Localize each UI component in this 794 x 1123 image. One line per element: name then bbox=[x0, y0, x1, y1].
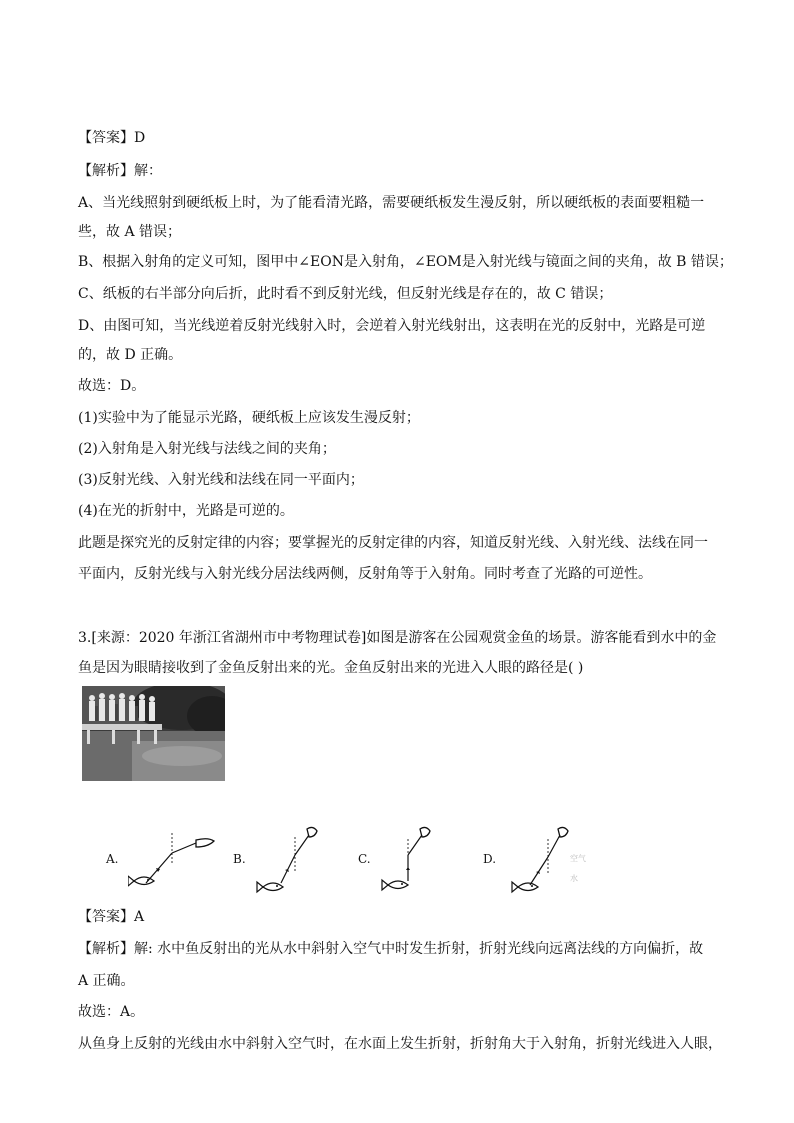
option-c-label: C. bbox=[358, 852, 371, 866]
point-line: (4)在光的折射中，光路是可逆的。 bbox=[78, 503, 294, 519]
analysis-line: C、纸板的右半部分向后折，此时看不到反射光线，但反射光线是存在的，故 C 错误； bbox=[78, 286, 613, 302]
svg-text:水: 水 bbox=[570, 874, 578, 883]
point-line: (2)入射角是入射光线与法线之间的夹角； bbox=[78, 441, 336, 457]
summary-line: 此题是探究光的反射定律的内容；要掌握光的反射定律的内容，知道反射光线、入射光线、法线在同一 bbox=[78, 535, 708, 551]
option-c-diagram bbox=[380, 825, 460, 895]
question-line: 鱼是因为眼睛接收到了金鱼反射出来的光。金鱼反射出来的光进入人眼的路径是( ) bbox=[78, 660, 584, 676]
option-a-label: A. bbox=[106, 852, 119, 866]
choice-line: 故选：A。 bbox=[78, 1004, 145, 1020]
analysis-line: B、根据入射角的定义可知，图甲中∠EON是入射角，∠EOM是入射光线与镜面之间的夹角，故 B 错误； bbox=[78, 254, 733, 270]
svg-text:空气: 空气 bbox=[570, 854, 586, 863]
answer-label: 【答案】D bbox=[78, 130, 146, 146]
question-line: 3.[来源：2020 年浙江省湖州市中考物理试卷]如图是游客在公园观赏金鱼的场景。游客能看到水中的金 bbox=[78, 630, 717, 646]
option-d-label: D. bbox=[483, 852, 497, 866]
option-b-label: B. bbox=[233, 852, 246, 866]
analysis-line: A、当光线照射到硬纸板上时，为了能看清光路，需要硬纸板发生漫反射，所以硬纸板的表面要粗糙一 bbox=[78, 195, 705, 211]
answer-label: 【答案】A bbox=[78, 909, 145, 925]
analysis-line: 从鱼身上反射的光线由水中斜射入空气时，在水面上发生折射，折射角大于入射角，折射光线进入人眼， bbox=[78, 1036, 722, 1052]
summary-line: 平面内，反射光线与入射光线分居法线两侧，反射角等于入射角。同时考查了光路的可逆性。 bbox=[78, 566, 652, 582]
analysis-line: 些，故 A 错误； bbox=[78, 224, 182, 240]
option-a-diagram bbox=[128, 825, 218, 895]
choice-line: 故选：D。 bbox=[78, 378, 146, 394]
option-d-diagram bbox=[508, 825, 588, 895]
analysis-label: 【解析】解： bbox=[78, 163, 162, 179]
option-b-diagram bbox=[255, 825, 335, 895]
point-line: (1)实验中为了能显示光路，硬纸板上应该发生漫反射； bbox=[78, 410, 420, 426]
analysis-line: A 正确。 bbox=[78, 973, 135, 989]
analysis-line: 的，故 D 正确。 bbox=[78, 347, 183, 363]
point-line: (3)反射光线、入射光线和法线在同一平面内； bbox=[78, 472, 364, 488]
analysis-line: D、由图可知，当光线逆着反射光线射入时，会逆着入射光线射出，这表明在光的反射中，光路是可逆 bbox=[78, 318, 706, 334]
park-scene-photo bbox=[82, 686, 225, 781]
analysis-line: 【解析】解: 水中鱼反射出的光从水中斜射入空气中时发生折射，折射光线向远离法线的方向偏折，故 bbox=[78, 941, 704, 957]
